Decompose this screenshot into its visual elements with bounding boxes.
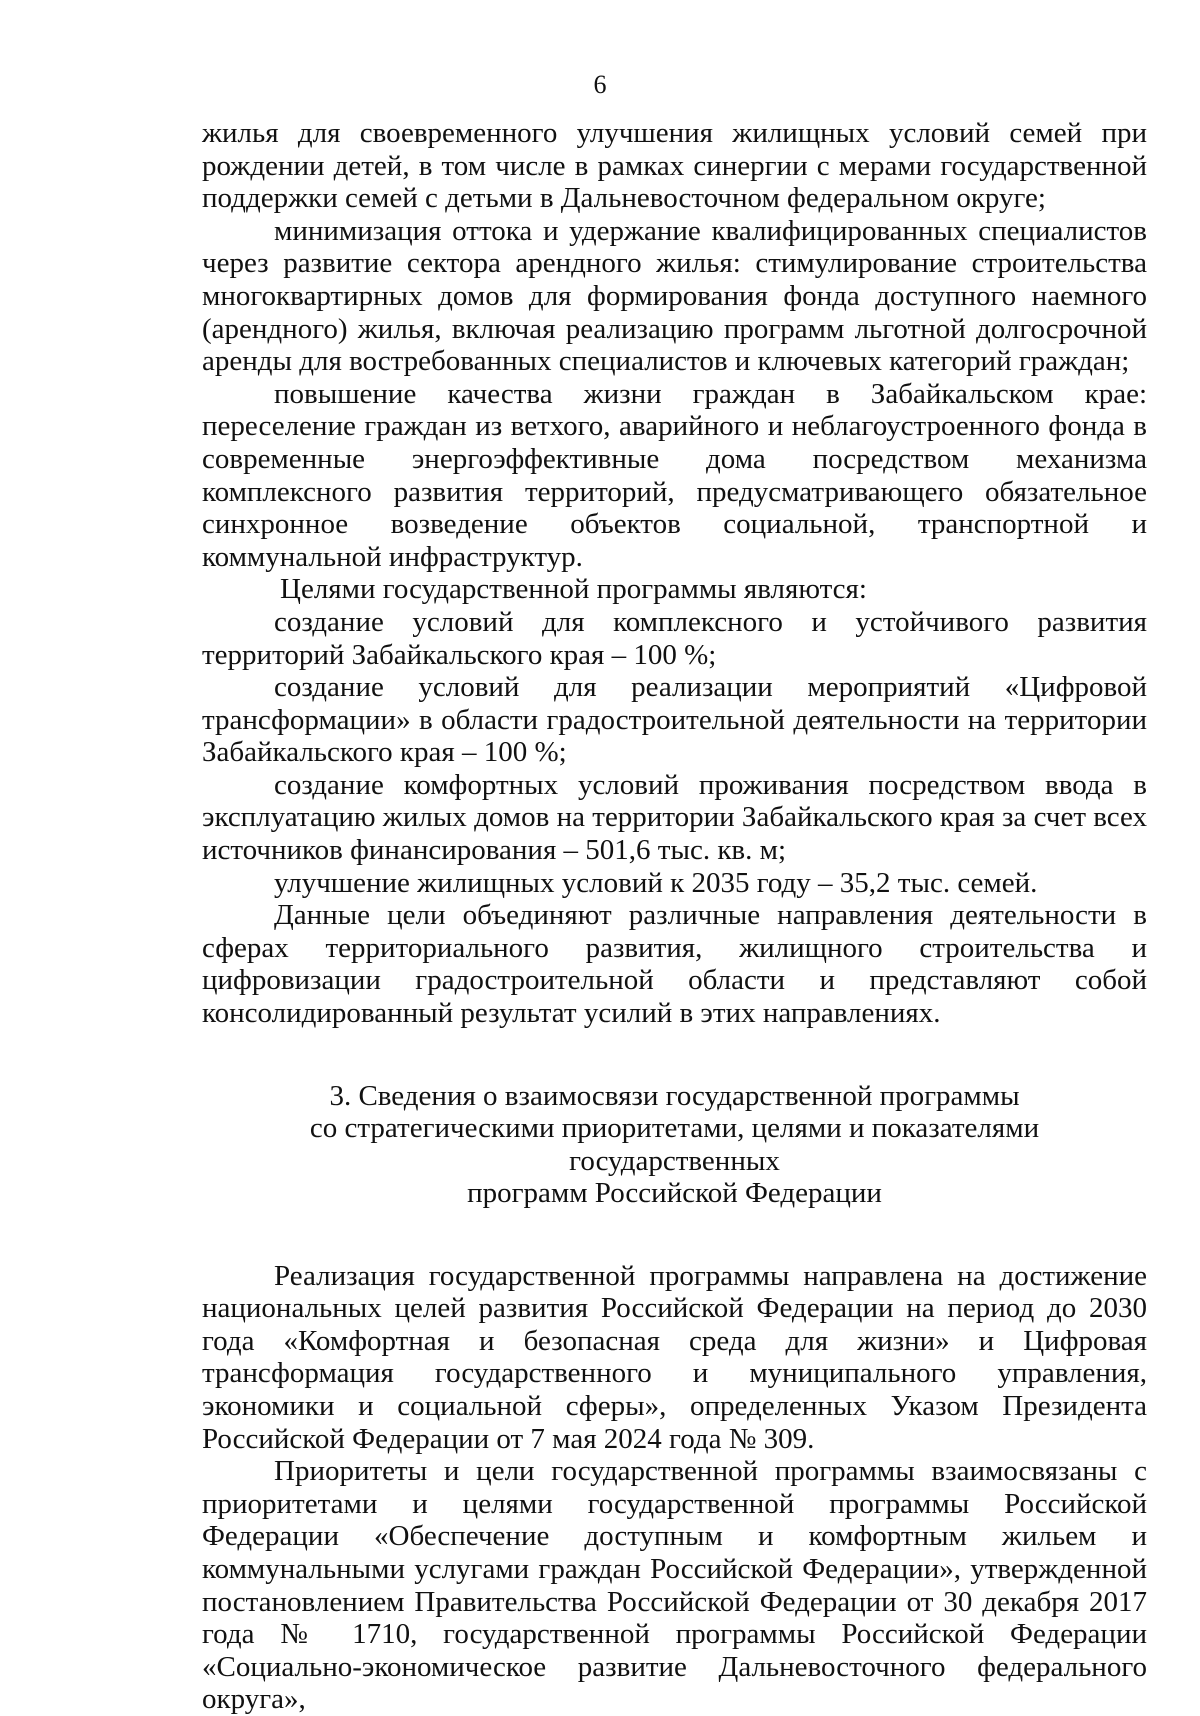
paragraph-goals-summary: Данные цели объединяют различные направления деятельности в сферах территориального развития, жилищного строительства и цифровизации градостроительной области и представляют собой консолидированный результат усилий в этих направлениях. xyxy=(202,899,1147,1030)
document-body xyxy=(202,117,1147,1716)
section-heading-line: 3. Сведения о взаимосвязи государственной программы xyxy=(329,1079,1020,1112)
goal-item-digital-transformation: создание условий для реализации мероприятий «Цифровой трансформации» в области градостроительной деятельности на территории Забайкальского края – 100 %; xyxy=(202,671,1147,769)
goal-item-territory-development: создание условий для комплексного и устойчивого развития территорий Забайкальского края – 100 %; xyxy=(202,605,1147,671)
goal-item-housing-commissioning: создание комфортных условий проживания посредством ввода в эксплуатацию жилых домов на территории Забайкальского края за счет всех источников финансирования – 501,6 тыс. кв. м; xyxy=(202,768,1147,867)
section-heading-line: программ Российской Федерации xyxy=(467,1177,882,1210)
page-number: 6 xyxy=(593,70,607,99)
paragraph-goals-intro: Целями государственной программы являются: xyxy=(280,573,867,606)
section-heading xyxy=(202,1080,1147,1210)
goal-item-housing-improvement: улучшение жилищных условий к 2035 году – 35,2 тыс. семей. xyxy=(274,866,1038,899)
paragraph-specialists-retention: минимизация оттока и удержание квалифицированных специалистов через развитие сектора арендного жилья: стимулирование строительства многоквартирных домов для формирования фонда доступного наемного (арендного) жилья, включая реализацию программ льготной долгосрочной аренды для востребованных специалистов и ключевых категорий граждан; xyxy=(202,214,1147,378)
section-heading-line: со стратегическими приоритетами, целями и показателями государственных xyxy=(309,1112,1040,1177)
heading-spacer xyxy=(202,1210,1147,1260)
paragraph-national-goals: Реализация государственной программы направлена на достижение национальных целей развития Российской Федерации на период до 2030 года «Комфортная и безопасная среда для жизни» и Цифровая трансформация государственного и муниципального управления, экономики и социальной сферы», определенных Указом Президента Российской Федерации от 7 мая 2024 года № 309. xyxy=(202,1259,1147,1455)
paragraph-program-priorities: Приоритеты и цели государственной программы взаимосвязаны с приоритетами и целями государственной программы Российской Федерации «Обеспечение доступным и комфортным жильем и коммунальными услугами граждан Российской Федерации», утвержденной постановлением Правительства Российской Федерации от 30 декабря 2017 года № 1710, государственной программы Российской Федерации «Социально-экономическое развитие Дальневосточного федерального округа», xyxy=(202,1455,1147,1716)
paragraph-quality-of-life: повышение качества жизни граждан в Забайкальском крае: переселение граждан из ветхого, аварийного и неблагоустроенного фонда в современные энергоэффективные дома посредством механизма комплексного развития территорий, предусматривающего обязательное синхронное возведение объектов социальной, транспортной и коммунальной инфраструктур. xyxy=(202,377,1147,573)
paragraph-housing-families: жилья для своевременного улучшения жилищных условий семей при рождении детей, в том числе в рамках синергии с мерами государственной поддержки семей с детьми в Дальневосточном федеральном округе; xyxy=(202,117,1147,215)
